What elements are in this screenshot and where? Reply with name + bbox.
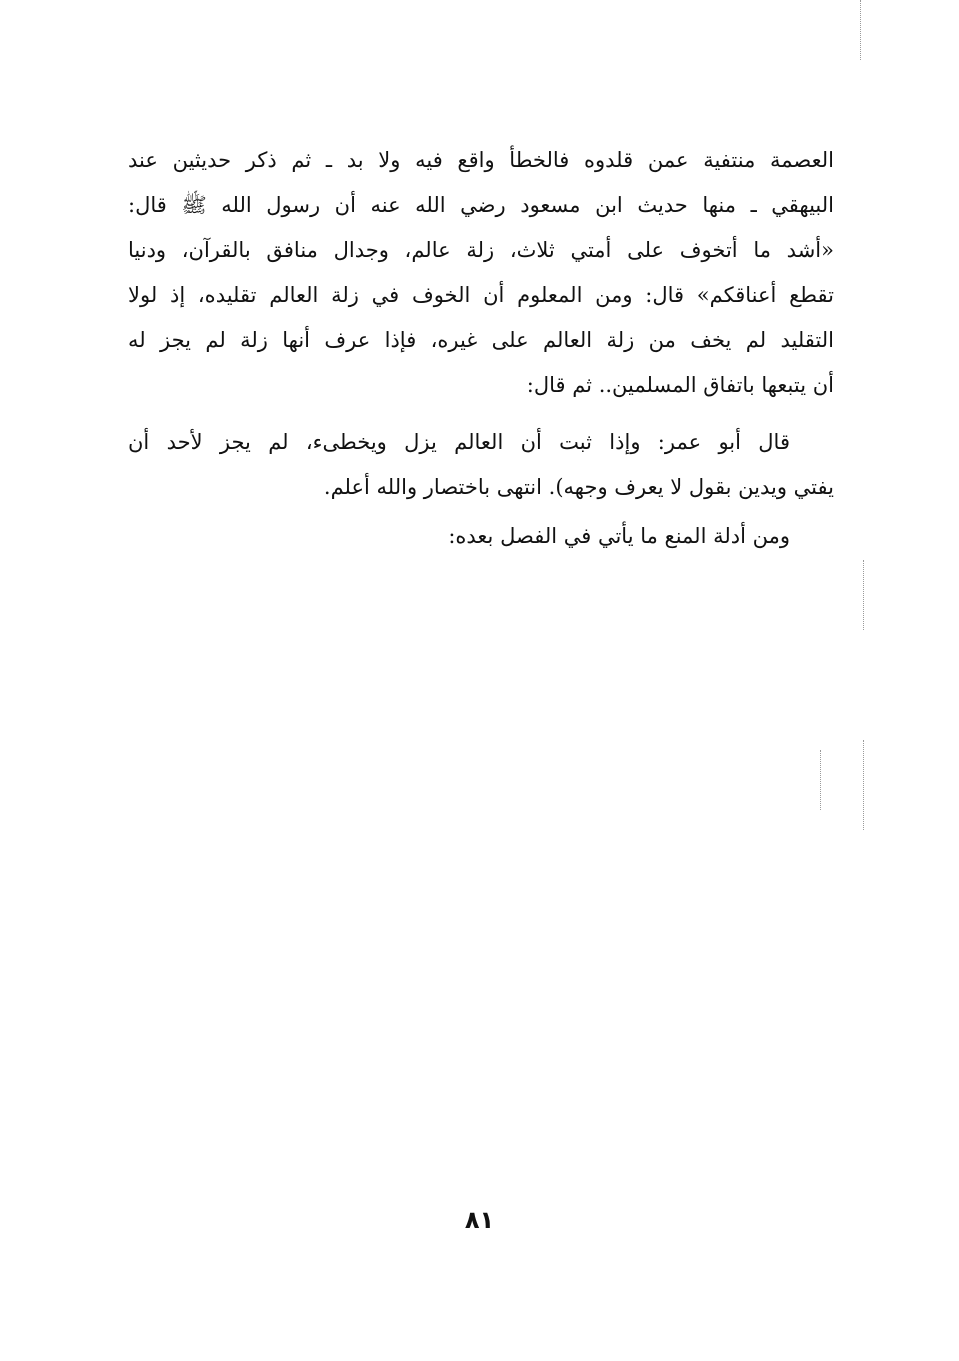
text-line: يفتي ويدين بقول لا يعرف وجهه). انتهى باختصار والله أعلم. xyxy=(323,475,834,499)
paragraph-1 xyxy=(128,138,834,408)
text-line: قال أبو عمر: وإذا ثبت أن العالم يزل ويخطىء، لم يجز لأحد أن xyxy=(128,430,790,454)
text-line: «أشد ما أتخوف على أمتي ثلاث، زلة عالم، وجدال منافق بالقرآن، ودنيا xyxy=(128,238,834,262)
scan-margin-mark xyxy=(860,0,863,60)
text-line: التقليد لم يخف من زلة العالم على غيره، فإذا عرف أنها زلة لم يجز له xyxy=(128,328,834,352)
text-line: العصمة منتفية عمن قلدوه فالخطأ واقع فيه ولا بد ـ ثم ذكر حديثين عند xyxy=(128,148,834,172)
text-line: تقطع أعناقكم» قال: ومن المعلوم أن الخوف في زلة العالم تقليده، إذ لولا xyxy=(128,283,834,307)
paragraph-2 xyxy=(128,420,834,510)
scan-margin-mark xyxy=(863,560,866,630)
text-line: ومن أدلة المنع ما يأتي في الفصل بعده: xyxy=(448,524,790,548)
text-line: أن يتبعها باتفاق المسلمين.. ثم قال: xyxy=(526,373,834,397)
scan-margin-mark xyxy=(820,750,823,810)
scan-margin-mark xyxy=(863,740,866,830)
page-number: ٨١ xyxy=(464,1206,495,1234)
text-line: البيهقي ـ منها حديث ابن مسعود رضي الله عنه أن رسول الله ﷺ قال: xyxy=(128,193,834,217)
paragraph-3 xyxy=(128,514,834,559)
main-text xyxy=(128,138,834,559)
